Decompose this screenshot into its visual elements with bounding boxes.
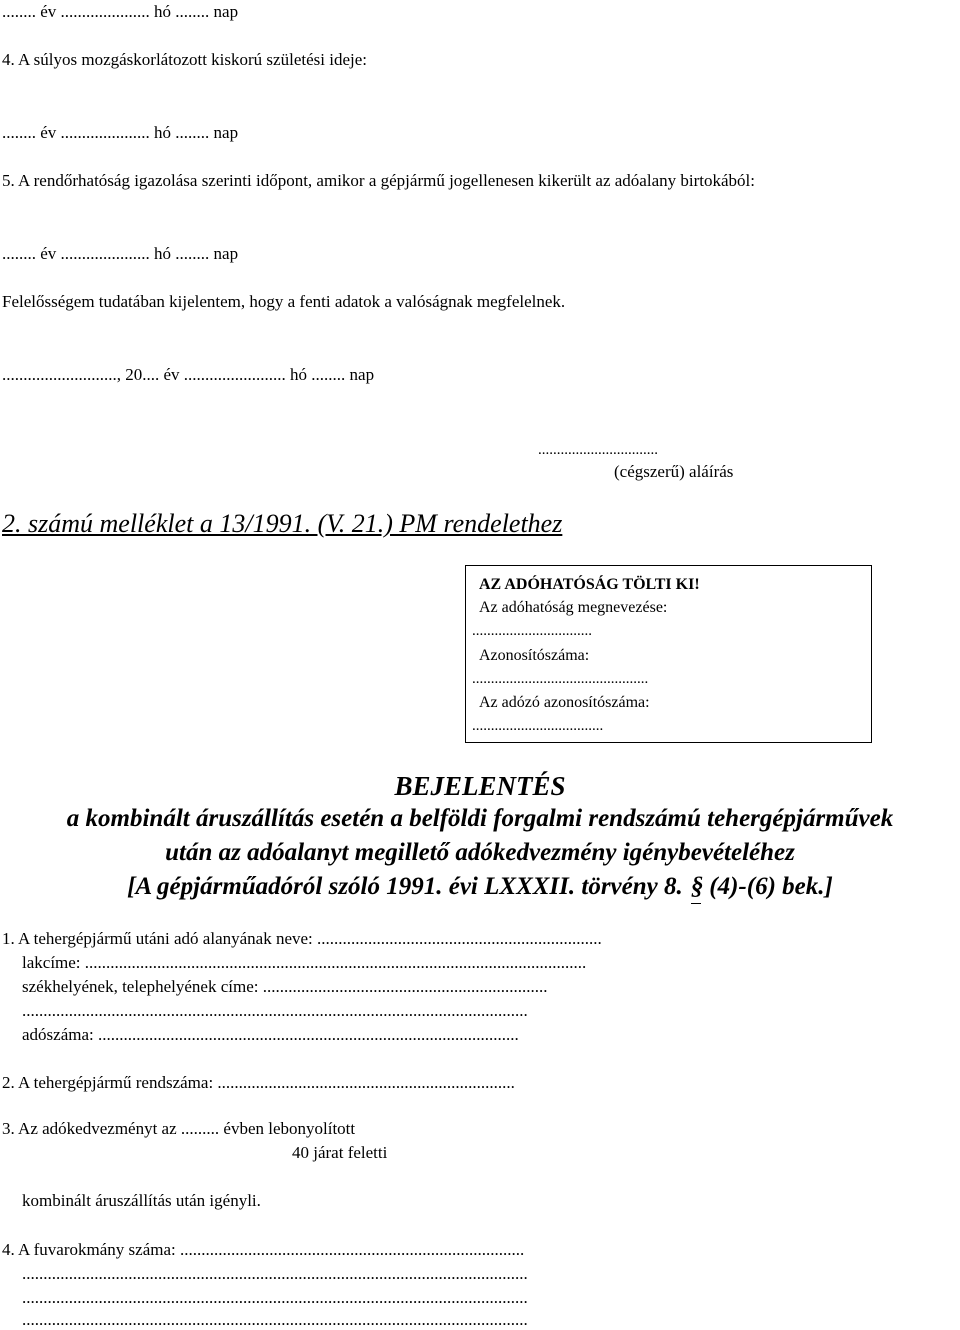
document-subtitle-line-1: a kombinált áruszállítás esetén a belföldi forgalmi rendszámú tehergépjárművek [66, 805, 894, 832]
document-subtitle-line-2: után az adóalanyt megillető adókedvezmény igénybevételéhez [165, 839, 795, 866]
waybill-line-1: ....................................................................................................................... [22, 1264, 528, 1283]
taxpayer-id-label: Az adózó azonosítószáma: [479, 694, 650, 711]
authority-id-label: Azonosítószáma: [479, 647, 590, 664]
item-4-label: 4. A súlyos mozgáskorlátozott kiskorú születési ideje: [2, 50, 367, 69]
place-date-line: ..........................., 20.... év ........................ hó ........ nap [2, 365, 375, 384]
annex-title: 2. számú melléklet a 13/1991. (V. 21.) PM rendelethez [2, 509, 563, 538]
date-line-3: ........ év ..................... hó ........ nap [2, 244, 239, 263]
taxpayer-address: lakcíme: ...................................................................................................................... [22, 953, 587, 972]
date-line-2: ........ év ..................... hó ........ nap [2, 123, 239, 142]
authority-box-title: AZ ADÓHATÓSÁG TÖLTI KI! [479, 576, 700, 593]
item-2-plate-number: 2. A tehergépjármű rendszáma: ...................................................................... [2, 1073, 515, 1092]
taxpayer-tax-number: adószáma: ................................................................................................... [22, 1025, 519, 1044]
taxpayer-seat-continued: ....................................................................................................................... [22, 1001, 528, 1020]
authority-box [465, 565, 872, 743]
document-title: BEJELENTÉS [394, 771, 566, 801]
waybill-line-2: ....................................................................................................................... [22, 1288, 528, 1307]
signature-label: (cégszerű) aláírás [614, 462, 734, 481]
item-3-trips-note: 40 járat feletti [292, 1143, 388, 1162]
legal-reference: [A gépjárműadóról szóló 1991. évi LXXXII. törvény 8. [127, 873, 683, 900]
legal-reference-paragraphs: (4)-(6) bek.] [709, 873, 833, 900]
signature-dots: ................................ [538, 442, 658, 458]
item-3-discount-year: 3. Az adókedvezményt az ......... évben lebonyolított [2, 1119, 356, 1138]
taxpayer-seat: székhelyének, telephelyének címe: ................................................................... [22, 977, 548, 996]
authority-name-field: ................................ [472, 623, 592, 639]
item-5-label: 5. A rendőrhatóság igazolása szerinti időpont, amikor a gépjármű jogellenesen kikerült az adóalany birtokából: [2, 171, 755, 190]
date-line-1: ........ év ..................... hó ........ nap [2, 2, 239, 21]
item-4-waybill-number: 4. A fuvarokmány száma: ................................................................................. [2, 1240, 525, 1259]
section-symbol-icon: § [691, 871, 701, 904]
authority-id-field: ............................................... [472, 671, 649, 687]
declaration-text: Felelősségem tudatában kijelentem, hogy a fenti adatok a valóságnak megfelelnek. [2, 292, 566, 311]
item-1-taxpayer-name: 1. A tehergépjármű utáni adó alanyának neve: ................................................................... [2, 929, 602, 948]
document-subtitle-line-3 [0, 871, 960, 904]
taxpayer-id-field: ................................... [472, 718, 604, 734]
item-3-closing: kombinált áruszállítás után igényli. [22, 1191, 261, 1210]
waybill-line-3: ....................................................................................................................... [22, 1310, 528, 1329]
authority-name-label: Az adóhatóság megnevezése: [479, 599, 668, 616]
